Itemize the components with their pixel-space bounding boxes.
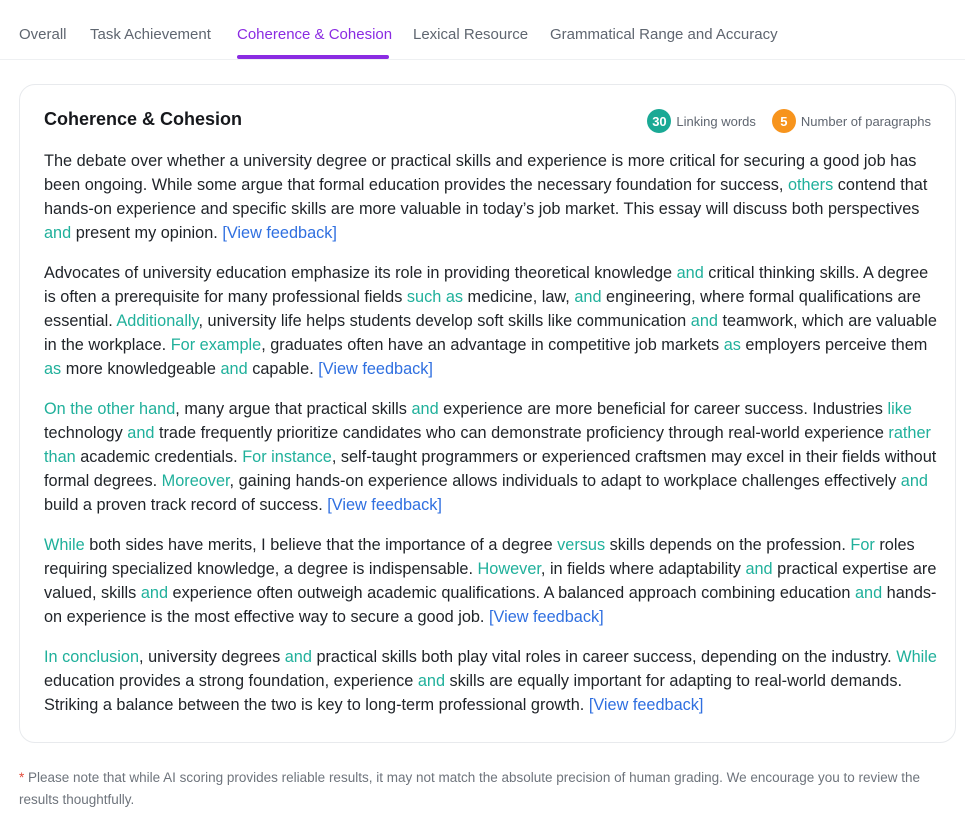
tab-bar xyxy=(0,0,965,60)
paragraph-text: , graduates often have an advantage in competitive job markets xyxy=(261,336,724,354)
paragraph-text: academic credentials. xyxy=(75,448,243,466)
essay-paragraphs xyxy=(44,149,937,733)
linking-word: In conclusion xyxy=(44,648,140,666)
view-feedback-link[interactable]: [View feedback] xyxy=(318,360,433,378)
paragraph-count-badge: 5 xyxy=(772,109,796,133)
paragraph-text: The debate over whether a university degree or practical skills and experience is more critical for securing a good job has been ongoing. While some argue that formal education provides the necessary foundation for success, xyxy=(44,152,917,194)
paragraph-text: trade frequently prioritize candidates who can demonstrate proficiency through real-world experience xyxy=(154,424,889,442)
disclaimer-asterisk: * xyxy=(19,770,25,785)
linking-word: and xyxy=(127,424,155,442)
paragraph-text: , university degrees xyxy=(139,648,285,666)
paragraph-text: teamwork, which are valuable in the workplace. xyxy=(44,312,937,354)
card-title: Coherence & Cohesion xyxy=(44,109,243,129)
linking-words-count-badge: 30 xyxy=(647,109,671,133)
linking-word: and xyxy=(44,224,72,242)
paragraph-text: practical skills both play vital roles in career success, depending on the industry. xyxy=(311,648,897,666)
linking-word: and xyxy=(854,584,883,602)
tab-task-achievement[interactable]: Task Achievement xyxy=(90,26,211,43)
active-tab-indicator xyxy=(237,55,389,59)
tab-overall[interactable]: Overall xyxy=(19,26,67,43)
linking-word: While xyxy=(44,536,85,554)
paragraph-text: skills depends on the profession. xyxy=(605,536,851,554)
linking-word: and xyxy=(745,560,773,578)
paragraph-text: , self-taught programmers or experienced craftsmen may excel in their fields without formal degrees. xyxy=(44,448,937,490)
view-feedback-link[interactable]: [View feedback] xyxy=(588,696,704,714)
linking-word: and xyxy=(140,584,168,602)
paragraph-text: critical thinking skills. A degree is often a prerequisite for many professional fields xyxy=(44,264,929,306)
linking-word: like xyxy=(887,400,912,418)
linking-word: and xyxy=(574,288,602,306)
paragraph-text: both sides have merits, I believe that the importance of a degree xyxy=(84,536,558,554)
essay-paragraph xyxy=(44,149,937,245)
linking-word: For instance xyxy=(242,448,332,466)
paragraph-text: skills are equally important for adapting to real-world demands. Striking a balance between the two is key to long-term professional growth. xyxy=(44,672,903,714)
paragraph-text: contend that hands-on experience and specific skills are more valuable in today’s job market. This essay will discuss both perspectives xyxy=(44,176,928,218)
view-feedback-link[interactable]: [View feedback] xyxy=(222,224,337,242)
linking-word: and xyxy=(411,400,439,418)
paragraph-text: experience often outweigh academic qualifications. A balanced approach combining education xyxy=(168,584,855,602)
linking-word: and xyxy=(690,312,718,330)
linking-word: On the other hand xyxy=(44,400,176,418)
linking-word: versus xyxy=(557,536,606,554)
paragraph-text: practical expertise are valued, skills xyxy=(44,560,937,602)
linking-word: For example xyxy=(170,336,262,354)
view-feedback-link[interactable]: [View feedback] xyxy=(488,608,604,626)
linking-word: However xyxy=(477,560,541,578)
essay-paragraph xyxy=(44,261,937,381)
linking-word: While xyxy=(896,648,937,666)
essay-paragraph xyxy=(44,397,937,517)
linking-word: as xyxy=(723,336,741,354)
stats-group xyxy=(631,109,931,133)
linking-word: and xyxy=(417,672,445,690)
paragraph-text: present my opinion. xyxy=(71,224,223,242)
linking-word: For xyxy=(850,536,875,554)
linking-word: rather than xyxy=(44,424,931,466)
tab-coherence-cohesion[interactable]: Coherence & Cohesion xyxy=(237,26,393,43)
coherence-cohesion-card xyxy=(19,84,956,743)
paragraph-text: education provides a strong foundation, experience xyxy=(44,672,418,690)
linking-word: Moreover xyxy=(161,472,230,490)
paragraph-text: , many argue that practical skills xyxy=(175,400,412,418)
paragraph-text: capable. xyxy=(247,360,319,378)
view-feedback-link[interactable]: [View feedback] xyxy=(327,496,442,514)
paragraph-text: , in fields where adaptability xyxy=(540,560,746,578)
linking-word: such as xyxy=(406,288,464,306)
paragraph-text: employers perceive them xyxy=(740,336,928,354)
scoring-disclaimer xyxy=(19,767,949,811)
linking-word: Additionally xyxy=(116,312,199,330)
disclaimer-text: Please note that while AI scoring provides reliable results, it may not match the absolute precision of human grading. We encourage you to review the results thoughtfully. xyxy=(19,770,921,807)
paragraph-text: experience are more beneficial for career success. Industries xyxy=(438,400,888,418)
linking-word: and xyxy=(676,264,704,282)
linking-words-label: Linking words xyxy=(676,113,756,129)
paragraph-text: more knowledgeable xyxy=(61,360,221,378)
paragraph-text: build a proven track record of success. xyxy=(44,496,328,514)
paragraph-text: Advocates of university education emphasize its role in providing theoretical knowledge xyxy=(44,264,677,282)
paragraph-text: , gaining hands-on experience allows individuals to adapt to workplace challenges effectively xyxy=(229,472,901,490)
paragraph-text: technology xyxy=(44,424,128,442)
linking-word: and xyxy=(284,648,312,666)
paragraph-text: hands-on experience is the most effective way to secure a good job. xyxy=(44,584,937,626)
paragraph-text: medicine, law, xyxy=(463,288,575,306)
essay-paragraph xyxy=(44,533,937,629)
essay-paragraph xyxy=(44,645,937,717)
paragraph-text: , university life helps students develop soft skills like communication xyxy=(198,312,691,330)
paragraph-count-stat xyxy=(772,109,931,133)
tab-grammatical-range-accuracy[interactable]: Grammatical Range and Accuracy xyxy=(550,26,778,43)
linking-word: as xyxy=(44,360,62,378)
paragraph-text: engineering, where formal qualifications are essential. xyxy=(44,288,921,330)
tab-lexical-resource[interactable]: Lexical Resource xyxy=(413,26,529,43)
linking-word: and xyxy=(220,360,248,378)
paragraph-text: roles requiring specialized knowledge, a degree is indispensable. xyxy=(44,536,915,578)
linking-words-stat xyxy=(647,109,756,133)
linking-word: and xyxy=(900,472,928,490)
linking-word: others xyxy=(787,176,834,194)
paragraph-count-label: Number of paragraphs xyxy=(800,113,931,129)
